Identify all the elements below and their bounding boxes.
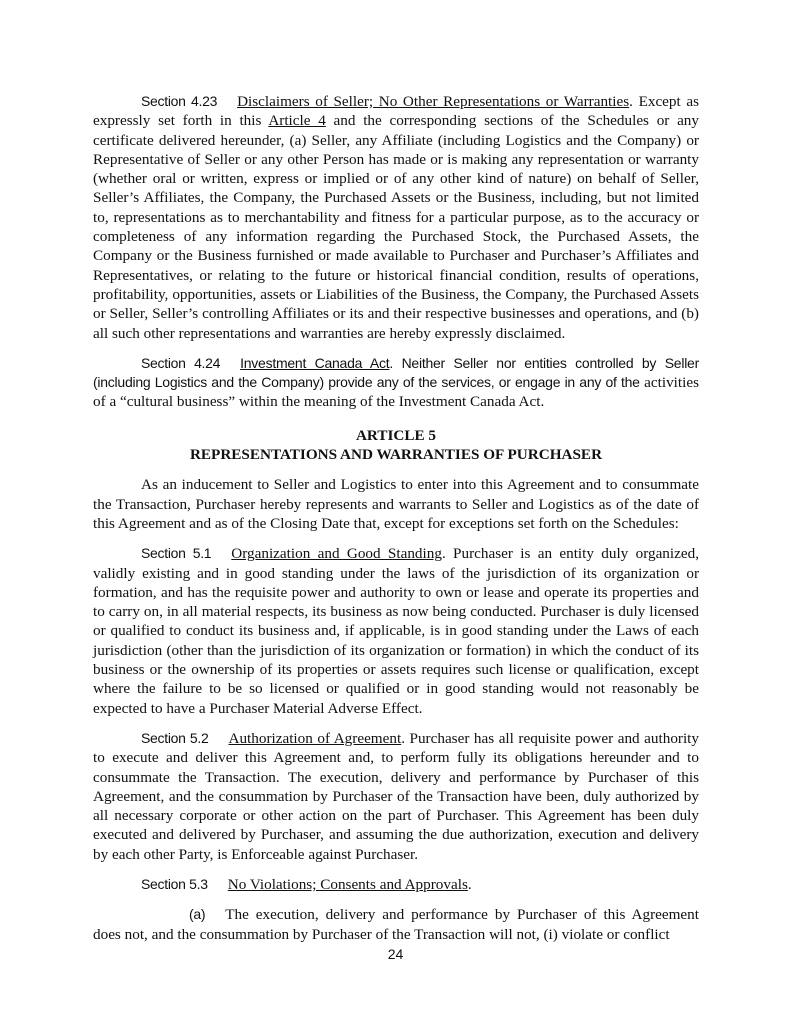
section-5-2: Section 5.2 Authorization of Agreement. Purchaser has all requisite power and authority to execute and deliver this Agreement and, to perform fully its obligations hereunder and to consummate the Transaction. The execution, delivery and performance by Purchaser of this Agreement, and the consummation by Purchaser of the Transaction have been, duly authorized by all necessary corporate or other action on the part of Purchaser. This Agreement has been duly executed and delivered by Purchaser, and assuming the due authorization, execution and delivery by each other Party, is Enforceable against Purchaser. [93,729,699,863]
section-heading: Authorization of Agreement [228,729,402,747]
section-heading: Investment Canada Act [240,354,390,371]
section-heading: Organization and Good Standing [231,545,442,563]
section-label: Section 4.24 [141,354,221,371]
section-label: Section 4.23 [141,93,218,109]
subsection-label: (a) [189,906,206,923]
section-label: Section 5.1 [141,545,212,562]
section-5-3-a: (a) The execution, delivery and performance by Purchaser of this Agreement does not, and the consummation by Purchaser of the Transaction will not, (i) violate or conflict [93,906,699,943]
article-heading [93,426,699,465]
section-heading: No Violations; Consents and Approvals [227,875,468,893]
article-number: ARTICLE 5 [355,426,437,444]
document-page [93,92,699,944]
article-4-link[interactable]: Article 4 [268,112,326,130]
section-label: Section 5.3 [141,875,208,892]
section-heading: Disclaimers of Seller; No Other Representations or Warranties [237,93,630,110]
section-4-23: Section 4.23 Disclaimers of Seller; No Other Representations or Warranties. Except as expressly set forth in this Article 4 and the corresponding sections of the Schedules or any certificate delivered hereunder, (a) Seller, any Affiliate (including Logistics and the Company) or Representative of Seller or any other Person has made or is making any representation or warranty (whether oral or written, express or implied or of any other kind of nature) on behalf of Seller, Seller’s Affiliates, the Company, the Purchased Assets or the Business, including, but not limited to, representations as to merchantability and fitness for a particular purpose, as to the accuracy or completeness of any information regarding the Purchased Stock, the Purchased Assets, the Company or the Business furnished or made available to Purchaser and Purchaser’s Affiliates and Representatives, or relating to the future or historical financial condition, results of operations, profitability, opportunities, assets or Liabilities of the Business, the Company, the Purchased Assets or Seller, Seller’s controlling Affiliates or its and their respective businesses and operations, and (b) all such other representations and warranties are hereby expressly disclaimed. [93,93,700,342]
article-title: REPRESENTATIONS AND WARRANTIES OF PURCHASER [189,446,603,464]
section-label: Section 5.2 [141,729,209,746]
page-number: 24 [387,946,404,962]
article-5-intro: As an inducement to Seller and Logistics to enter into this Agreement and to consummate the Transaction, Purchaser hereby represents and warrants to Seller and Logistics as of the date of this Agreement and as of the Closing Date that, except for exceptions set forth on the Schedules: [93,476,699,532]
section-5-3: Section 5.3 No Violations; Consents and Approvals. [141,875,472,893]
section-5-1: Section 5.1 Organization and Good Standing. Purchaser is an entity duly organized, validly existing and in good standing under the laws of the jurisdiction of its organization or formation, and has the requisite power and authority to own or lease and operate its properties and to carry on, in all material respects, its business as now being conducted. Purchaser is duly licensed or qualified to conduct its business and, if applicable, is in good standing under the Laws of each jurisdiction (other than the jurisdiction of its organization or formation) in which the conduct of its business or the ownership of its properties or assets requires such license or qualification, except where the failure to be so licensed or qualified or in good standing would not reasonably be expected to have a Purchaser Material Adverse Effect. [93,545,699,717]
section-4-24: Section 4.24 Investment Canada Act. Neither Seller nor entities controlled by Seller (including Logistics and the Company) provide any of the services, or engage in any of the activities of a “cultural business” within the meaning of the Investment Canada Act. [93,354,700,411]
